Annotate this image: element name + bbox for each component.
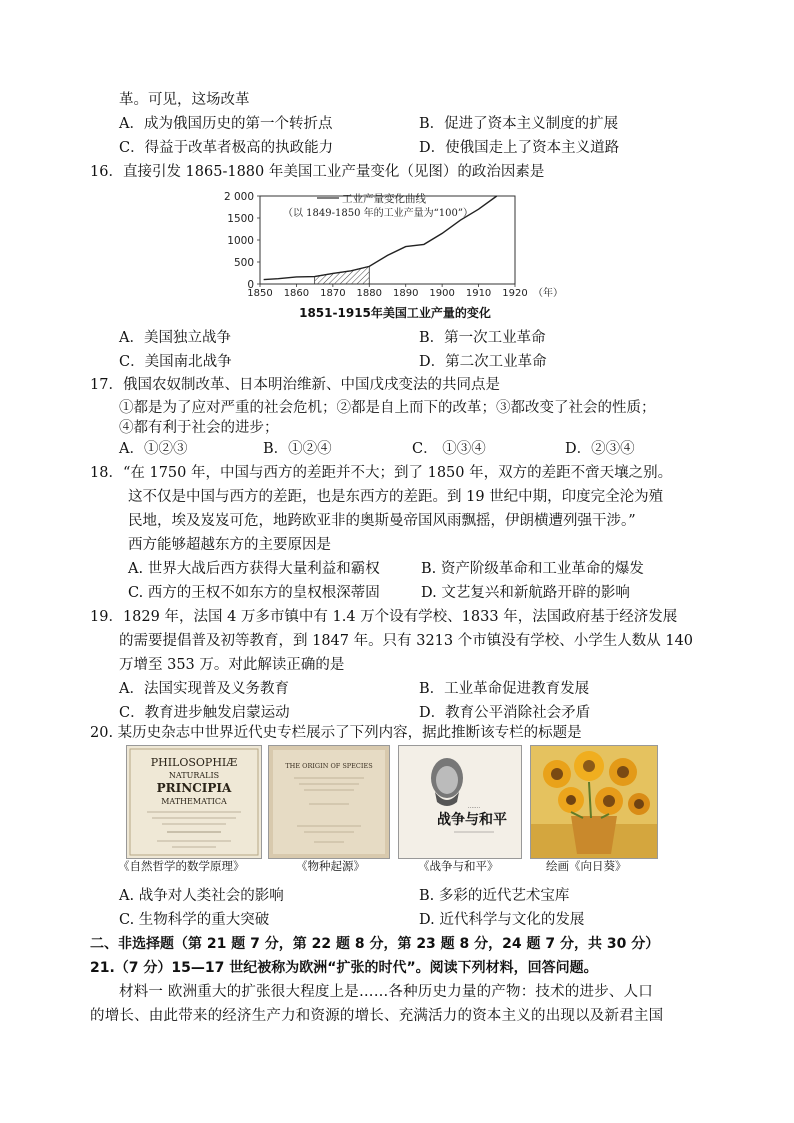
q20-option-d: D. 近代科学与文化的发展	[419, 912, 585, 928]
svg-text:战争与和平: 战争与和平	[437, 812, 507, 828]
svg-text:.......: .......	[467, 804, 481, 810]
caption-sunflowers: 绘画《向日葵》	[546, 859, 627, 873]
svg-text:NATURALIS: NATURALIS	[168, 771, 220, 780]
q20-option-c: C. 生物科学的重大突破	[119, 912, 270, 928]
q19-option-c: C．教育进步触发启蒙运动	[119, 705, 290, 721]
q20-option-a: A. 战争对人类社会的影响	[119, 888, 284, 904]
chart-y-ticks	[224, 191, 260, 291]
q17-statements-1: ①都是为了应对严重的社会危机；②都是自上而下的改革；③都改变了社会的性质；	[119, 400, 656, 416]
q16-option-c: C．美国南北战争	[119, 354, 232, 370]
q19-stem-3: 万增至 353 万。对此解读正确的是	[119, 657, 345, 673]
q18-question: 西方能够超越东方的主要原因是	[128, 537, 331, 553]
x-tick-label: 1910	[465, 288, 492, 299]
q19-stem-2: 的需要提倡普及初等教育，到 1847 年。只有 3213 个市镇没有学校、小学生人数从 140	[119, 633, 694, 649]
q17-stem: 17．俄国农奴制改革、日本明治维新、中国戊戌变法的共同点是	[90, 377, 500, 393]
q17-statements-2: ④都有利于社会的进步；	[119, 420, 279, 436]
q18-option-c: C. 西方的王权不如东方的皇权根深蒂固	[128, 585, 380, 601]
q19-option-b: B．工业革命促进教育发展	[419, 681, 590, 697]
q15-option-b: B．促进了资本主义制度的扩展	[419, 116, 619, 132]
chart-x-ticks	[247, 284, 527, 299]
y-tick-label: 2 000	[223, 191, 254, 203]
q20-stem: 20. 某历史杂志中世界近代史专栏展示了下列内容，据此推断该专栏的标题是	[90, 725, 582, 741]
y-tick-label: 1500	[227, 213, 254, 225]
y-tick-label: 500	[233, 257, 254, 269]
q19-option-d: D．教育公平消除社会矛盾	[419, 705, 591, 721]
q18-quote-2: 这不仅是中国与西方的差距，也是东西方的差距。到 19 世纪中期，印度完全沦为殖	[128, 489, 664, 505]
y-tick-label: 1000	[227, 235, 254, 247]
q21-stem: 21.（7 分）15—17 世纪被称为欧洲“扩张的时代”。阅读下列材料，回答问题。	[90, 960, 598, 976]
svg-text:PRINCIPIA: PRINCIPIA	[156, 781, 232, 795]
y-tick-label: 0	[247, 279, 254, 291]
caption-origin-of-species: 《物种起源》	[296, 859, 365, 873]
q18-quote-1: 18．“在 1750 年，中国与西方的差距并不大；到了 1850 年，双方的差距不啻天壤之别。	[90, 465, 673, 481]
q17-option-c: C． ①③④	[412, 441, 486, 457]
q19-option-a: A．法国实现普及义务教育	[119, 681, 289, 697]
q15-option-a: A．成为俄国历史的第一个转折点	[119, 116, 333, 132]
caption-war-and-peace: 《战争与和平》	[418, 859, 499, 873]
chart-legend-note: （以 1849-1850 年的工业产量为“100”）	[283, 208, 473, 219]
svg-text:MATHEMATICA: MATHEMATICA	[161, 797, 227, 806]
q18-quote-3: 民地，埃及岌岌可危，地跨欧亚非的奥斯曼帝国风雨飘摇，伊朗横遭列强干涉。”	[128, 513, 636, 529]
svg-text:PHILOSOPHIÆ: PHILOSOPHIÆ	[150, 756, 238, 769]
x-tick-label: 1860	[283, 288, 310, 299]
x-tick-label: 1890	[392, 288, 419, 299]
q16-stem: 16．直接引发 1865-1880 年美国工业产量变化（见图）的政治因素是	[90, 164, 545, 180]
q18-option-b: B. 资产阶级革命和工业革命的爆发	[421, 561, 644, 577]
svg-text:THE ORIGIN OF SPECIES: THE ORIGIN OF SPECIES	[285, 762, 373, 770]
chart-title: 1851-1915年美国工业产量的变化	[299, 306, 491, 320]
x-tick-label: 1850	[247, 288, 273, 299]
q20-image-row	[118, 745, 670, 875]
q16-option-a: A．美国独立战争	[119, 330, 231, 346]
q16-option-d: D．第二次工业革命	[419, 354, 547, 370]
q16-option-b: B．第一次工业革命	[419, 330, 546, 346]
q19-stem-1: 19．1829 年，法国 4 万多市镇中有 1.4 万个设有学校、1833 年，法国政府基于经济发展	[90, 609, 678, 625]
q15-option-c: C．得益于改革者极高的执政能力	[119, 140, 334, 156]
x-tick-label: 1870	[320, 288, 346, 299]
q17-option-b: B．①②④	[263, 441, 332, 457]
chart-legend: 工业产量变化曲线	[342, 193, 426, 205]
q17-option-d: D．②③④	[565, 441, 635, 457]
q18-option-a: A. 世界大战后西方获得大量利益和霸权	[128, 561, 380, 577]
caption-principia: 《自然哲学的数学原理》	[118, 859, 245, 873]
q18-option-d: D. 文艺复兴和新航路开辟的影响	[421, 585, 630, 601]
x-tick-label: 1920	[502, 288, 528, 299]
war-and-peace-cover-image	[398, 745, 522, 859]
industrial-output-chart	[215, 188, 575, 323]
origin-of-species-cover-image	[268, 745, 390, 859]
principia-cover-image	[126, 745, 262, 859]
x-tick-label: 1880	[356, 288, 383, 299]
q17-option-a: A．①②③	[119, 441, 188, 457]
q21-material-1: 材料一 欧洲重大的扩张很大程度上是……各种历史力量的产物：技术的进步、人口	[119, 984, 654, 1000]
chart-x-unit: （年）	[533, 288, 563, 299]
q20-option-b: B. 多彩的近代艺术宝库	[419, 888, 570, 904]
x-tick-label: 1900	[429, 288, 455, 299]
section-2-heading: 二、非选择题（第 21 题 7 分，第 22 题 8 分，第 23 题 8 分，24 题 7 分，共 30 分）	[90, 936, 660, 952]
q15-option-d: D．使俄国走上了资本主义道路	[419, 140, 620, 156]
q21-material-2: 的增长、由此带来的经济生产力和资源的增长、充满活力的资本主义的出现以及新君主国	[90, 1008, 664, 1024]
q15-stem-tail: 革。可见，这场改革	[119, 92, 250, 108]
sunflowers-painting-image	[530, 745, 658, 859]
